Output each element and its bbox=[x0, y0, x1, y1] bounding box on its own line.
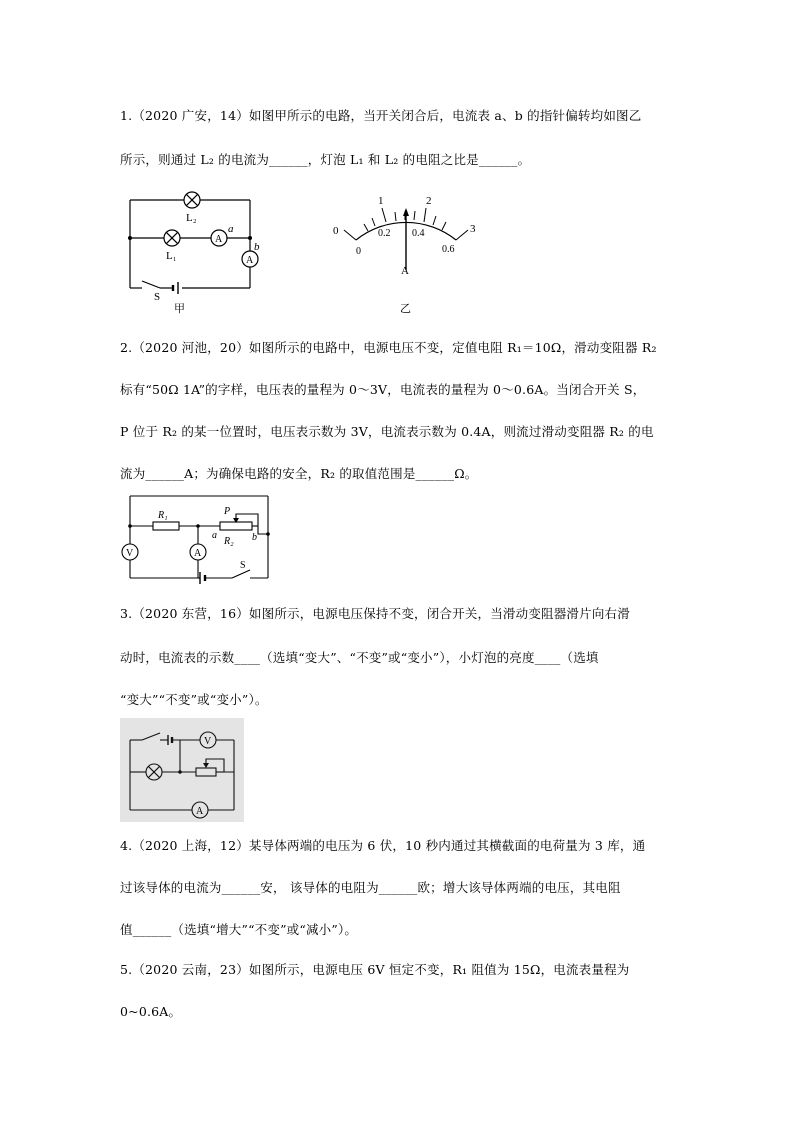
label-l1: L₁ bbox=[166, 250, 177, 262]
meter-tick-top-2: 2 bbox=[426, 195, 432, 207]
q1-line-2: 所示，则通过 L₂ 的电流为______，灯泡 L₁ 和 L₂ 的电阻之比是______。 bbox=[120, 152, 531, 167]
meter-tick-top-1: 1 bbox=[378, 195, 384, 207]
resistor-r2-icon bbox=[220, 522, 252, 530]
meter-tick-bottom-3: 0.6 bbox=[442, 244, 455, 255]
label-l2: L₂ bbox=[186, 212, 197, 224]
label-b: b bbox=[252, 532, 257, 543]
voltmeter-letter: V bbox=[204, 736, 212, 747]
caption-right: 乙 bbox=[400, 303, 411, 315]
q2-figure bbox=[120, 492, 280, 584]
meter-tick-bottom-1: 0.2 bbox=[378, 228, 391, 239]
label-switch: S bbox=[154, 291, 161, 303]
q4-line-1: 4.（2020 上海，12）某导体两端的电压为 6 伏，10 秒内通过其横截面的电荷量为 3 库，通 bbox=[120, 838, 646, 853]
q2-line-2: 标有“50Ω 1A”的字样，电压表的量程为 0～3V，电流表的量程为 0～0.6A。当闭合开关 S， bbox=[120, 382, 646, 397]
q5-line-1: 5.（2020 云南，23）如图所示，电源电压 6V 恒定不变，R₁ 阻值为 15Ω，电流表量程为 bbox=[120, 962, 630, 977]
switch-icon bbox=[142, 281, 160, 288]
label-p: P bbox=[224, 506, 231, 517]
meter-tick-top-0: 0 bbox=[333, 225, 339, 237]
ammeter-scale bbox=[344, 208, 468, 270]
q1-figure bbox=[120, 188, 500, 316]
q2-line-4: 流为______A；为确保电路的安全，R₂ 的取值范围是______Ω。 bbox=[120, 466, 478, 481]
q3-figure bbox=[120, 718, 244, 822]
q4-line-3: 值______（选填“增大”“不变”或“减小”）。 bbox=[120, 922, 358, 937]
label-r1: R₁ bbox=[158, 510, 168, 521]
ammeter-letter: A bbox=[196, 806, 204, 817]
switch-icon bbox=[232, 570, 250, 578]
ammeter-letter: A bbox=[194, 548, 202, 559]
q4-line-2: 过该导体的电流为______安， 该导体的电阻为______欧；增大该导体两端的电压，其电阻 bbox=[120, 880, 621, 895]
q3-line-1: 3.（2020 东营，16）如图所示，电源电压保持不变，闭合开关，当滑动变阻器滑片向右滑 bbox=[120, 606, 630, 621]
meter-tick-bottom-0: 0 bbox=[356, 246, 361, 257]
q3-line-2: 动时，电流表的示数____（选填“变大”、“不变”或“变小”），小灯泡的亮度____（选填 bbox=[120, 650, 599, 665]
meter-tick-bottom-2: 0.4 bbox=[412, 228, 425, 239]
caption-left: 甲 bbox=[174, 303, 185, 315]
ammeter-b-letter: A bbox=[246, 255, 254, 266]
label-a: a bbox=[228, 223, 234, 235]
label-switch: S bbox=[240, 560, 246, 571]
q2-line-3: P 位于 R₂ 的某一位置时，电压表示数为 3V，电流表示数为 0.4A，则流过滑动变阻器 R₂ 的电 bbox=[120, 424, 654, 439]
q2-line-1: 2.（2020 河池，20）如图所示的电路中，电源电压不变，定值电阻 R₁＝10Ω，滑动变阻器 R₂ bbox=[120, 340, 657, 355]
label-r2: R₂ bbox=[224, 536, 234, 547]
label-b: b bbox=[254, 241, 260, 253]
ammeter-a-letter: A bbox=[215, 234, 223, 245]
meter-unit: A bbox=[401, 265, 409, 277]
voltmeter-letter: V bbox=[126, 548, 134, 559]
resistor-r1-icon bbox=[153, 522, 179, 530]
q1-line-1: 1.（2020 广安，14）如图甲所示的电路，当开关闭合后，电流表 a、b 的指针偏转均如图乙 bbox=[120, 108, 642, 123]
q5-line-2: 0~0.6A。 bbox=[120, 1004, 182, 1019]
label-a: a bbox=[212, 530, 217, 541]
meter-tick-top-3: 3 bbox=[470, 223, 476, 235]
q3-line-3: “变大”“不变”或“变小”）。 bbox=[120, 692, 268, 707]
